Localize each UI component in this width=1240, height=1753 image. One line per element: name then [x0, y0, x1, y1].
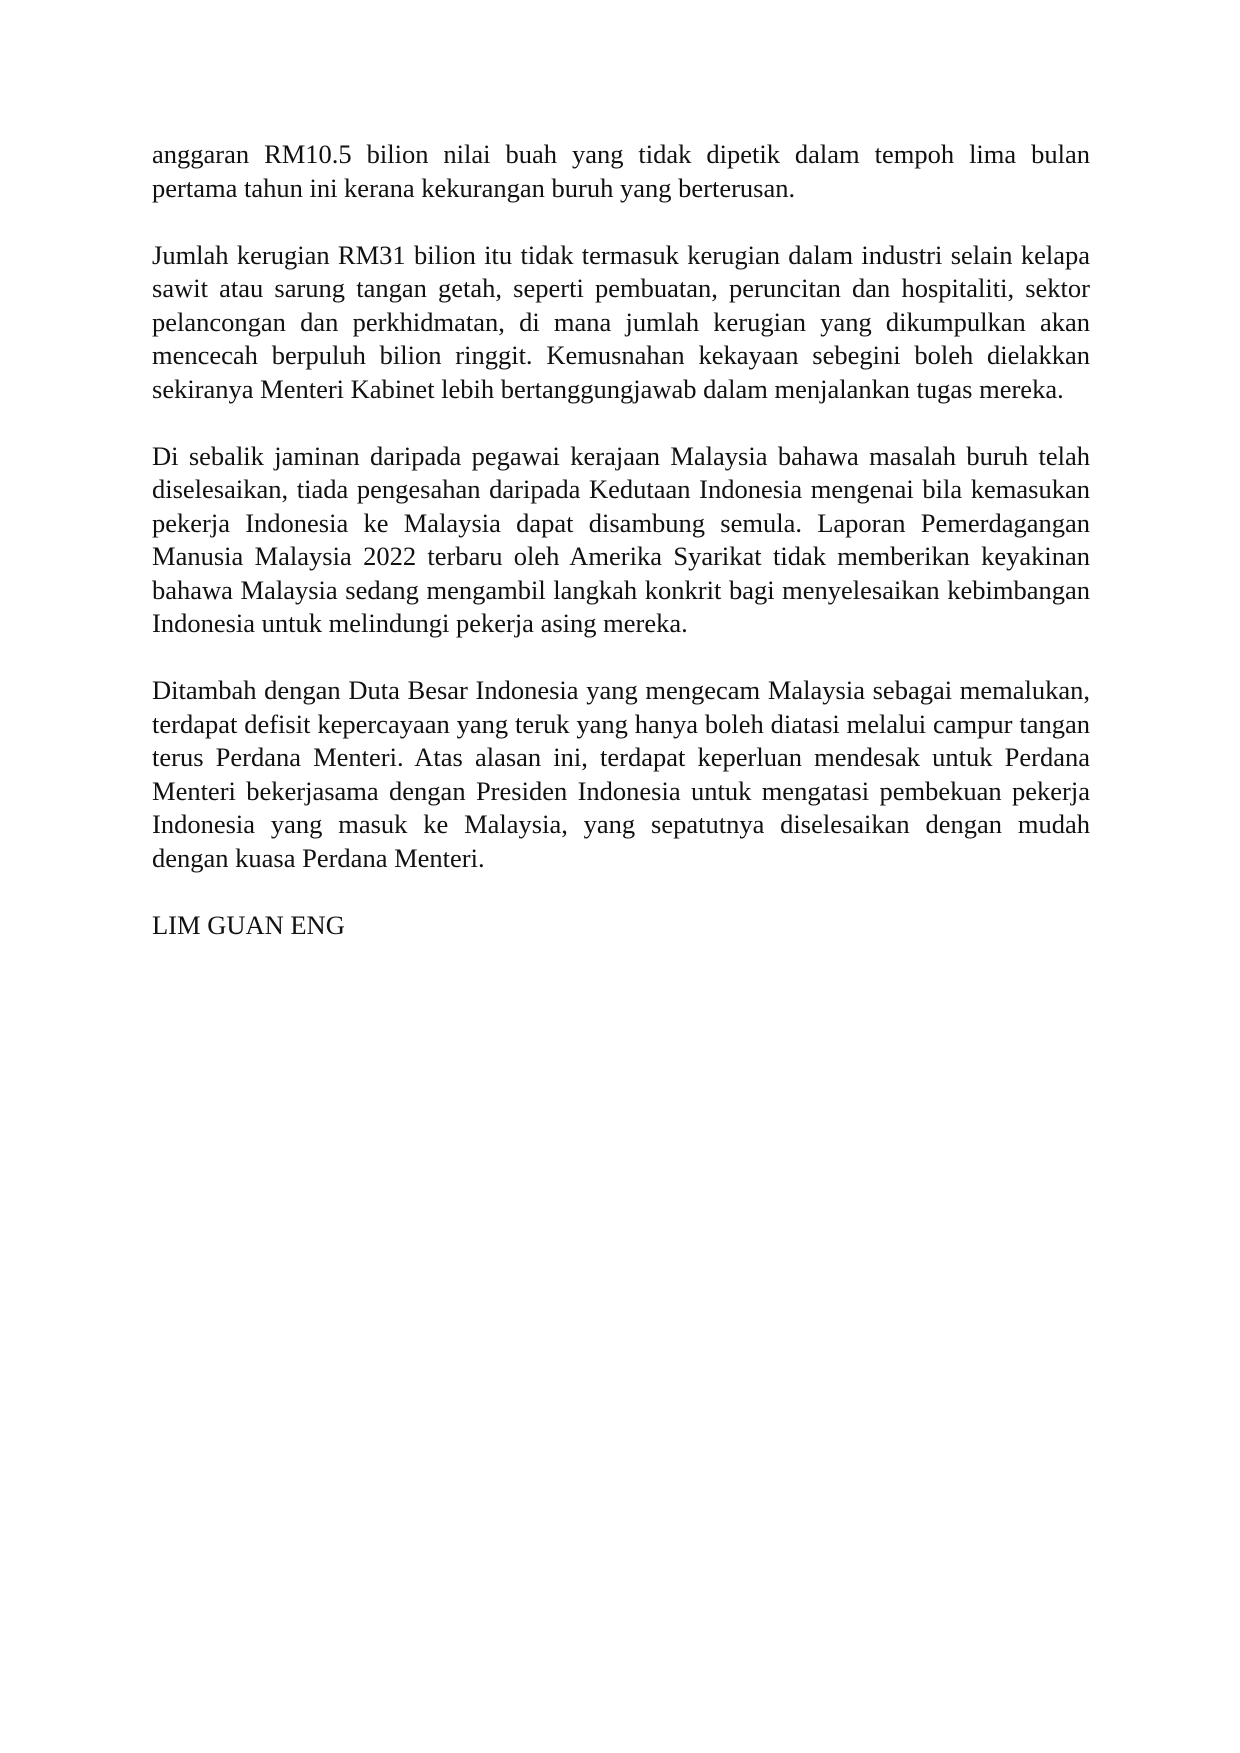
- signature: LIM GUAN ENG: [152, 909, 345, 940]
- paragraph-3: Di sebalik jaminan daripada pegawai kerajaan Malaysia bahawa masalah buruh telah diselesaikan, tiada pengesahan daripada Kedutaan Indonesia mengenai bila kemasukan pekerja Indonesia ke Malaysia dapat disambung semula. Laporan Pemerdagangan Manusia Malaysia 2022 terbaru oleh Amerika Syarikat tidak memberikan keyakinan bahawa Malaysia sedang mengambil langkah konkrit bagi menyelesaikan kebimbangan Indonesia untuk melindungi pekerja asing mereka.: [152, 440, 1090, 638]
- document-body: [152, 138, 1090, 942]
- paragraph-2: Jumlah kerugian RM31 bilion itu tidak termasuk kerugian dalam industri selain kelapa sawit atau sarung tangan getah, seperti pembuatan, peruncitan dan hospitaliti, sektor pelancongan dan perkhidmatan, di mana jumlah kerugian yang dikumpulkan akan mencecah berpuluh bilion ringgit. Kemusnahan kekayaan sebegini boleh dielakkan sekiranya Menteri Kabinet lebih bertanggungjawab dalam menjalankan tugas mereka.: [152, 239, 1090, 404]
- paragraph-1: anggaran RM10.5 bilion nilai buah yang tidak dipetik dalam tempoh lima bulan pertama tahun ini kerana kekurangan buruh yang berterusan.: [152, 139, 1090, 203]
- paragraph-4: Ditambah dengan Duta Besar Indonesia yang mengecam Malaysia sebagai memalukan, terdapat defisit kepercayaan yang teruk yang hanya boleh diatasi melalui campur tangan terus Perdana Menteri. Atas alasan ini, terdapat keperluan mendesak untuk Perdana Menteri bekerjasama dengan Presiden Indonesia untuk mengatasi pembekuan pekerja Indonesia yang masuk ke Malaysia, yang sepatutnya diselesaikan dengan mudah dengan kuasa Perdana Menteri.: [152, 675, 1090, 873]
